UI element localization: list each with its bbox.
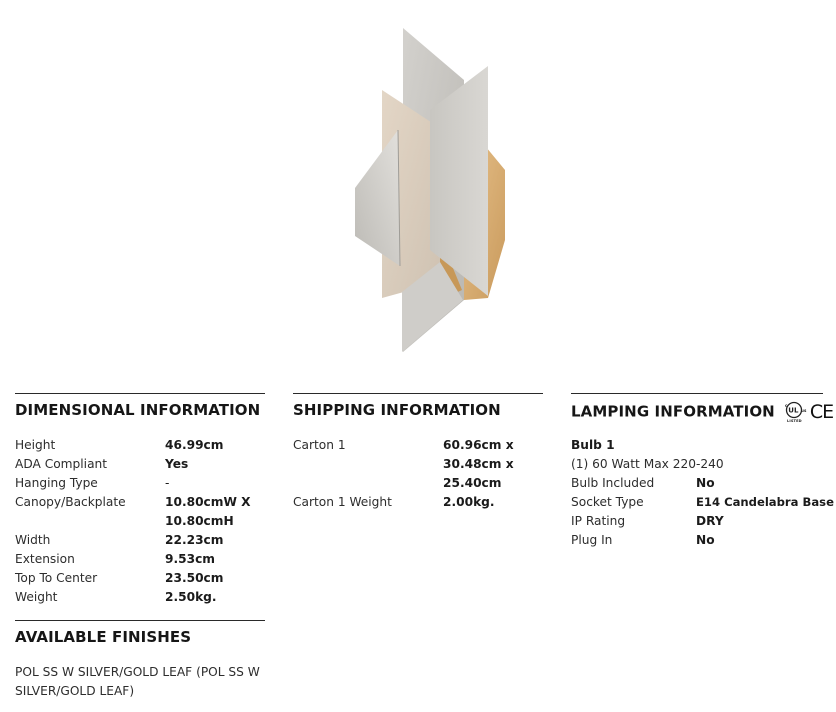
spec-label: Carton 1 — [293, 438, 346, 452]
spec-label: IP Rating — [571, 514, 626, 528]
dimensional-title: DIMENSIONAL INFORMATION — [15, 401, 261, 419]
ce-mark: CE — [809, 401, 834, 423]
spec-row-ip-rating — [571, 512, 823, 531]
spec-row-plug-in — [571, 531, 823, 550]
shipping-section — [293, 393, 543, 512]
ul-listed-label: LISTED — [786, 419, 802, 423]
spec-value: 22.23cm — [165, 533, 224, 547]
spec-row-top-to-center — [15, 569, 265, 588]
finishes-title: AVAILABLE FINISHES — [15, 628, 192, 646]
spec-value: 46.99cm — [165, 438, 224, 452]
spec-label: Weight — [15, 590, 58, 604]
spec-row-bulb-included — [571, 474, 823, 493]
spec-value: Yes — [165, 457, 189, 471]
left-silver-panel — [355, 130, 400, 266]
finishes-text: POL SS W SILVER/GOLD LEAF (POL SS W SILVER/GOLD LEAF) — [15, 665, 260, 698]
spec-label: ADA Compliant — [15, 457, 108, 471]
shipping-title: SHIPPING INFORMATION — [293, 401, 501, 419]
spec-value: DRY — [696, 514, 724, 528]
spec-row-canopy — [15, 493, 265, 531]
spec-row-extension — [15, 550, 265, 569]
ul-listed-mark — [783, 401, 807, 423]
spec-row-carton-1-weight — [293, 493, 543, 512]
spec-row-carton-1 — [293, 436, 543, 493]
spec-label: Canopy/Backplate — [15, 495, 126, 509]
product-image — [330, 18, 520, 363]
spec-row-width — [15, 531, 265, 550]
finishes-section — [15, 620, 265, 701]
spec-label: Height — [15, 438, 56, 452]
spec-label: Bulb Included — [571, 476, 655, 490]
ul-main-label: UL — [788, 406, 799, 415]
spec-value: 23.50cm — [165, 571, 224, 585]
spec-label: Carton 1 Weight — [293, 495, 392, 509]
bulb-label: Bulb 1 — [571, 438, 615, 452]
ul-c-label: c — [784, 403, 788, 408]
spec-label: Extension — [15, 552, 75, 566]
spec-row-weight — [15, 588, 265, 607]
spec-label: Top To Center — [15, 571, 98, 585]
spec-value: 60.96cm x 30.48cm x 25.40cm — [443, 438, 514, 490]
spec-value: E14 Candelabra Base — [696, 495, 834, 509]
spec-value: 10.80cmW X 10.80cmH — [165, 495, 251, 528]
ul-us-label: us — [800, 408, 807, 413]
spec-label: Width — [15, 533, 51, 547]
spec-row-ada — [15, 455, 265, 474]
lamping-title: LAMPING INFORMATION — [571, 402, 775, 421]
dimensional-section — [15, 393, 265, 607]
certification-marks — [783, 401, 833, 423]
spec-value: 2.00kg. — [443, 495, 495, 509]
lamping-header — [571, 394, 834, 426]
spec-value: No — [696, 476, 715, 490]
spec-row-height — [15, 436, 265, 455]
spec-value: 9.53cm — [165, 552, 215, 566]
spec-value: 2.50kg. — [165, 590, 217, 604]
spec-label: Plug In — [571, 533, 613, 547]
spec-row-socket-type — [571, 493, 834, 512]
spec-label: Socket Type — [571, 495, 644, 509]
spec-label: Hanging Type — [15, 476, 98, 490]
spec-value: No — [696, 533, 715, 547]
lamping-section — [571, 393, 834, 550]
spec-value: - — [165, 476, 170, 490]
spec-row-hanging-type — [15, 474, 265, 493]
bulb-description: (1) 60 Watt Max 220-240 — [571, 457, 724, 471]
